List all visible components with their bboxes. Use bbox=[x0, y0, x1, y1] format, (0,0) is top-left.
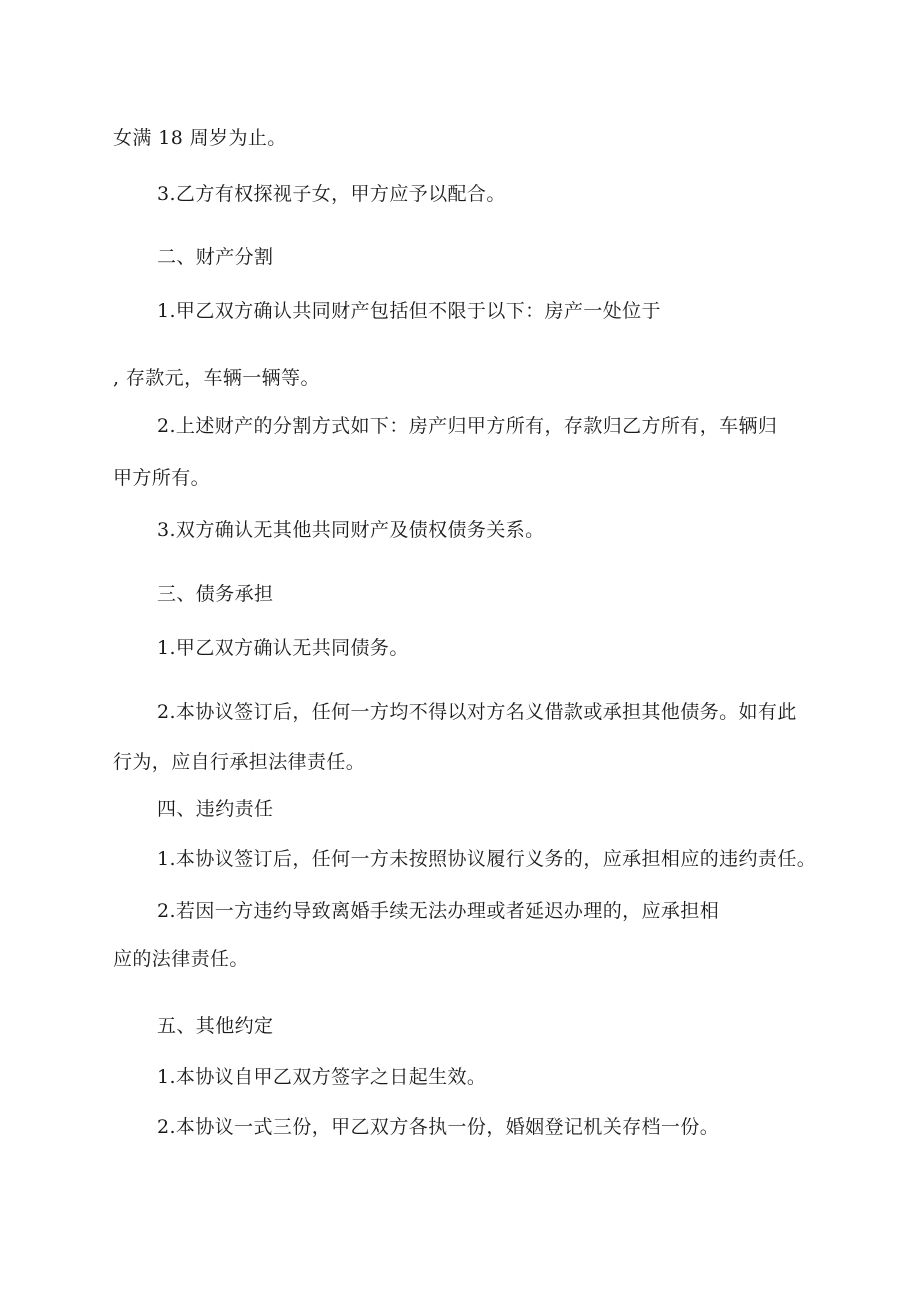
section-heading: 三、债务承担 bbox=[157, 583, 274, 605]
paragraph-line: 1.本协议自甲乙双方签字之日起生效。 bbox=[157, 1066, 487, 1088]
section-heading: 二、财产分割 bbox=[157, 246, 274, 268]
paragraph-line: 3.乙方有权探视子女，甲方应予以配合。 bbox=[157, 183, 506, 205]
paragraph-line: 2.上述财产的分割方式如下：房产归甲方所有，存款归乙方所有，车辆归 bbox=[157, 415, 778, 437]
paragraph-line: 应的法律责任。 bbox=[113, 948, 249, 970]
paragraph-line: 2.本协议一式三份，甲乙双方各执一份，婚姻登记机关存档一份。 bbox=[157, 1116, 720, 1138]
paragraph-line: 1.甲乙双方确认共同财产包括但不限于以下：房产一处位于 bbox=[157, 300, 661, 322]
paragraph-line: 1.本协议签订后，任何一方未按照协议履行义务的，应承担相应的违约责任。 bbox=[157, 848, 817, 870]
section-heading: 四、违约责任 bbox=[157, 798, 274, 820]
paragraph-line: 2.若因一方违约导致离婚手续无法办理或者延迟办理的，应承担相 bbox=[157, 900, 720, 922]
section-heading: 五、其他约定 bbox=[157, 1015, 274, 1037]
paragraph-line: 甲方所有。 bbox=[113, 467, 211, 489]
paragraph-line: 1.甲乙双方确认无共同债务。 bbox=[157, 637, 409, 659]
paragraph-line: , 存款元，车辆一辆等。 bbox=[113, 367, 320, 389]
paragraph-line: 2.本协议签订后，任何一方均不得以对方名义借款或承担其他债务。如有此 bbox=[157, 701, 797, 723]
paragraph-line: 行为，应自行承担法律责任。 bbox=[113, 751, 366, 773]
paragraph-line: 女满 18 周岁为止。 bbox=[113, 127, 287, 149]
paragraph-line: 3.双方确认无其他共同财产及债权债务关系。 bbox=[157, 519, 545, 541]
